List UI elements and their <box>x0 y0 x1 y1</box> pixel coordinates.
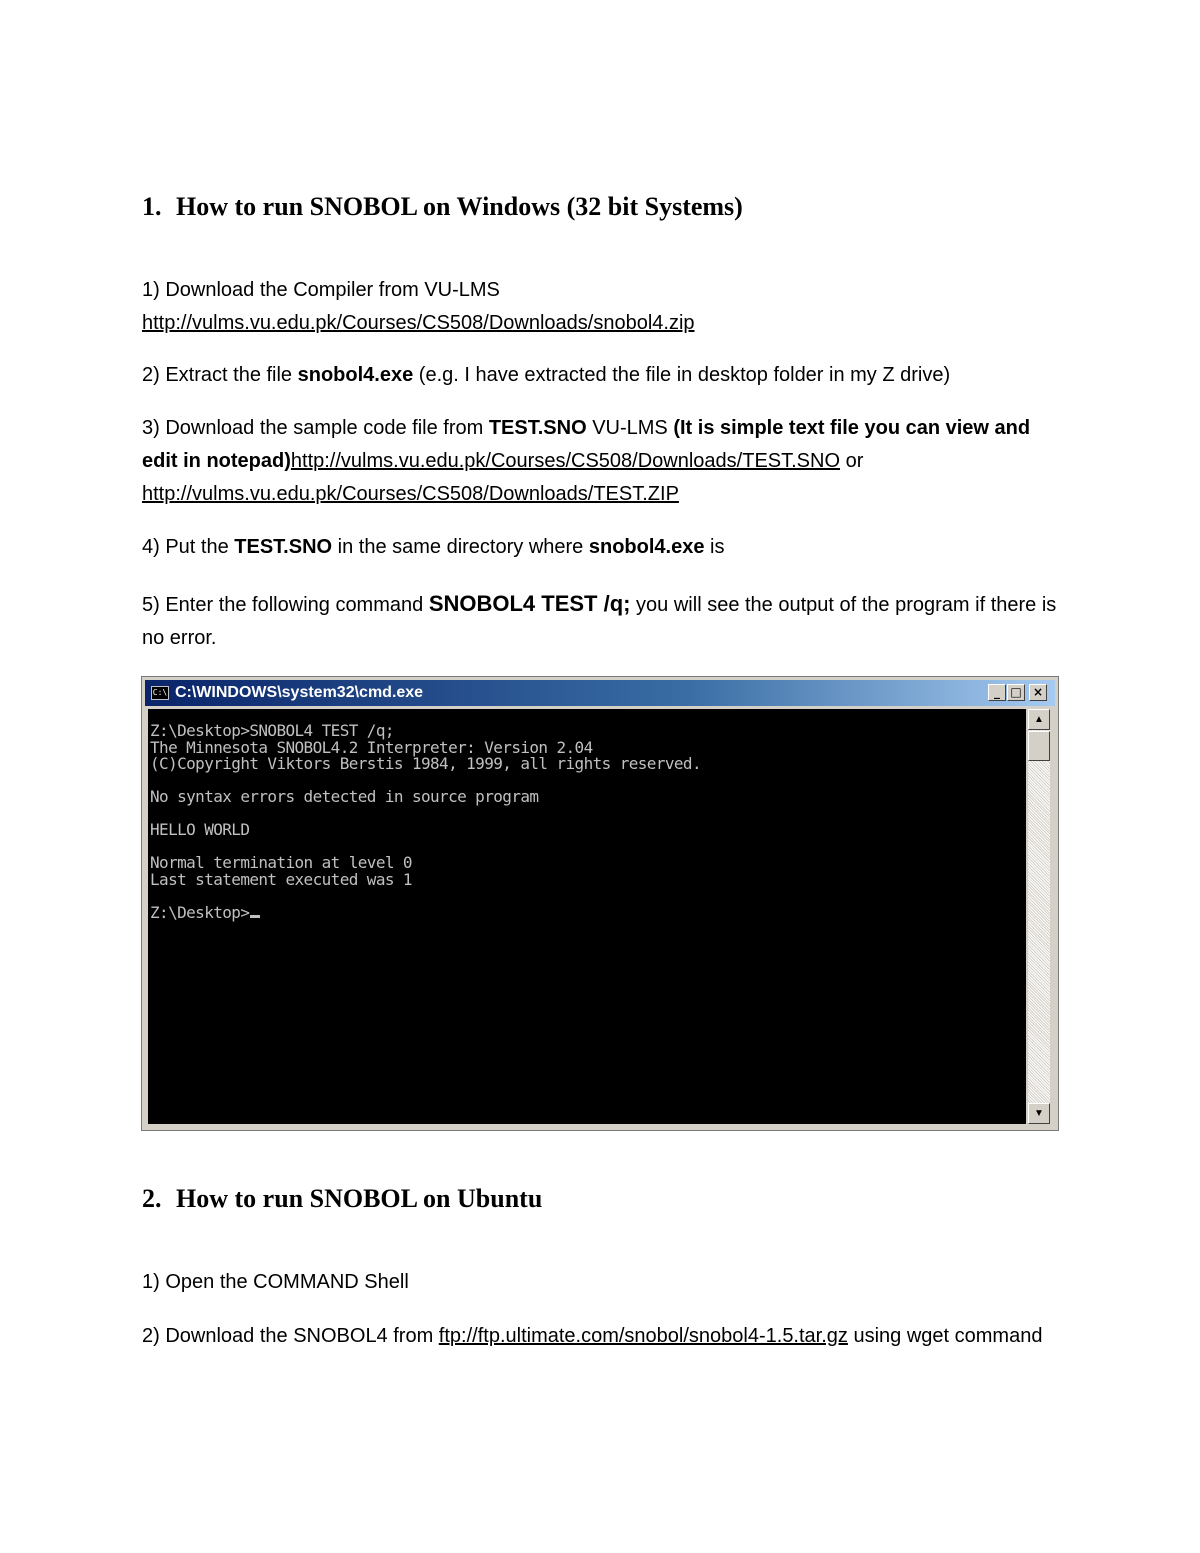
step-1-1-text: 1) Download the Compiler from VU-LMS <box>142 279 500 301</box>
step-1-3-or: or <box>840 450 864 472</box>
step-1-5 <box>142 587 1067 655</box>
cmd-window-title: C:\WINDOWS\system32\cmd.exe <box>175 684 424 701</box>
step-2-2 <box>142 1320 1067 1353</box>
console-line: Z:\Desktop>SNOBOL4 TEST /q; <box>150 721 394 740</box>
test-sno-link[interactable]: http://vulms.vu.edu.pk/Courses/CS508/Downloads/TEST.SNO <box>290 450 841 472</box>
step-1-4-filename: TEST.SNO <box>234 536 333 558</box>
step-1-4-prefix: 4) Put the <box>142 536 235 558</box>
step-1-2-prefix: 2) Extract the file <box>142 364 298 386</box>
step-1-3-filename: TEST.SNO <box>488 417 587 439</box>
step-1-2-filename: snobol4.exe <box>297 364 414 386</box>
section-1-number: 1. <box>142 192 162 221</box>
cmd-title-bar[interactable] <box>145 680 1055 706</box>
step-1-2 <box>142 359 1067 392</box>
step-1-5-suffix: you will see the output of the program if there is no error. <box>142 594 1057 649</box>
step-2-2-suffix: using wget command <box>847 1325 1043 1347</box>
step-1-4 <box>142 531 1067 564</box>
step-1-3-mid: VU-LMS <box>586 417 674 439</box>
test-zip-link[interactable]: http://vulms.vu.edu.pk/Courses/CS508/Downloads/TEST.ZIP <box>142 483 679 505</box>
console-cursor <box>250 915 260 918</box>
section-2-heading <box>142 1183 542 1215</box>
step-1-4-mid: in the same directory where <box>332 536 589 558</box>
cmd-window <box>141 676 1059 1131</box>
scroll-down-button[interactable]: ▼ <box>1028 1103 1050 1124</box>
console-line: (C)Copyright Viktors Berstis 1984, 1999, all rights reserved. <box>150 754 702 773</box>
snobol4-zip-link[interactable]: http://vulms.vu.edu.pk/Courses/CS508/Downloads/snobol4.zip <box>142 312 695 334</box>
console-line: HELLO WORLD <box>150 820 250 839</box>
vertical-scrollbar[interactable] <box>1028 709 1050 1124</box>
console-prompt-line <box>150 902 701 922</box>
scrollbar-thumb[interactable] <box>1028 731 1050 761</box>
step-1-4-suffix: is <box>704 536 725 558</box>
minimize-button[interactable]: _ <box>988 684 1006 701</box>
step-1-2-suffix: (e.g. I have extracted the file in desktop folder in my Z drive) <box>413 364 951 386</box>
step-1-3 <box>142 412 1067 511</box>
step-1-5-prefix: 5) Enter the following command <box>142 594 429 616</box>
console-prompt: Z:\Desktop> <box>150 902 250 922</box>
section-2-title: How to run SNOBOL on Ubuntu <box>176 1184 543 1213</box>
step-1-3-prefix: 3) Download the sample code file from <box>142 417 489 439</box>
console-line: Last statement executed was 1 <box>150 869 412 889</box>
maximize-button[interactable]: □ <box>1007 684 1025 701</box>
step-1-4-exe: snobol4.exe <box>588 536 705 558</box>
section-1-title: How to run SNOBOL on Windows (32 bit Systems) <box>176 192 743 221</box>
step-1-1 <box>142 274 1067 340</box>
step-2-1-text: 1) Open the COMMAND Shell <box>142 1271 409 1293</box>
console-line: The Minnesota SNOBOL4.2 Interpreter: Version 2.04 <box>150 737 593 757</box>
step-1-3-note: (It is simple text file you can view and edit in notepad) <box>142 417 1031 472</box>
scroll-up-button[interactable]: ▲ <box>1028 709 1050 730</box>
snobol4-tarball-link[interactable]: ftp://ftp.ultimate.com/snobol/snobol4-1.5.tar.gz <box>438 1325 848 1347</box>
section-1-heading <box>142 191 743 223</box>
console-line: Normal termination at level 0 <box>150 853 412 872</box>
console-text <box>150 723 701 921</box>
step-2-1 <box>142 1266 1067 1299</box>
step-1-5-command: SNOBOL4 TEST /q; <box>428 591 631 616</box>
console-output[interactable] <box>148 709 1026 1124</box>
console-line: No syntax errors detected in source program <box>150 787 539 806</box>
step-2-2-prefix: 2) Download the SNOBOL4 from <box>142 1325 439 1347</box>
section-2-number: 2. <box>142 1184 162 1213</box>
console-icon: C:\ <box>151 686 169 700</box>
close-button[interactable]: × <box>1029 684 1047 701</box>
